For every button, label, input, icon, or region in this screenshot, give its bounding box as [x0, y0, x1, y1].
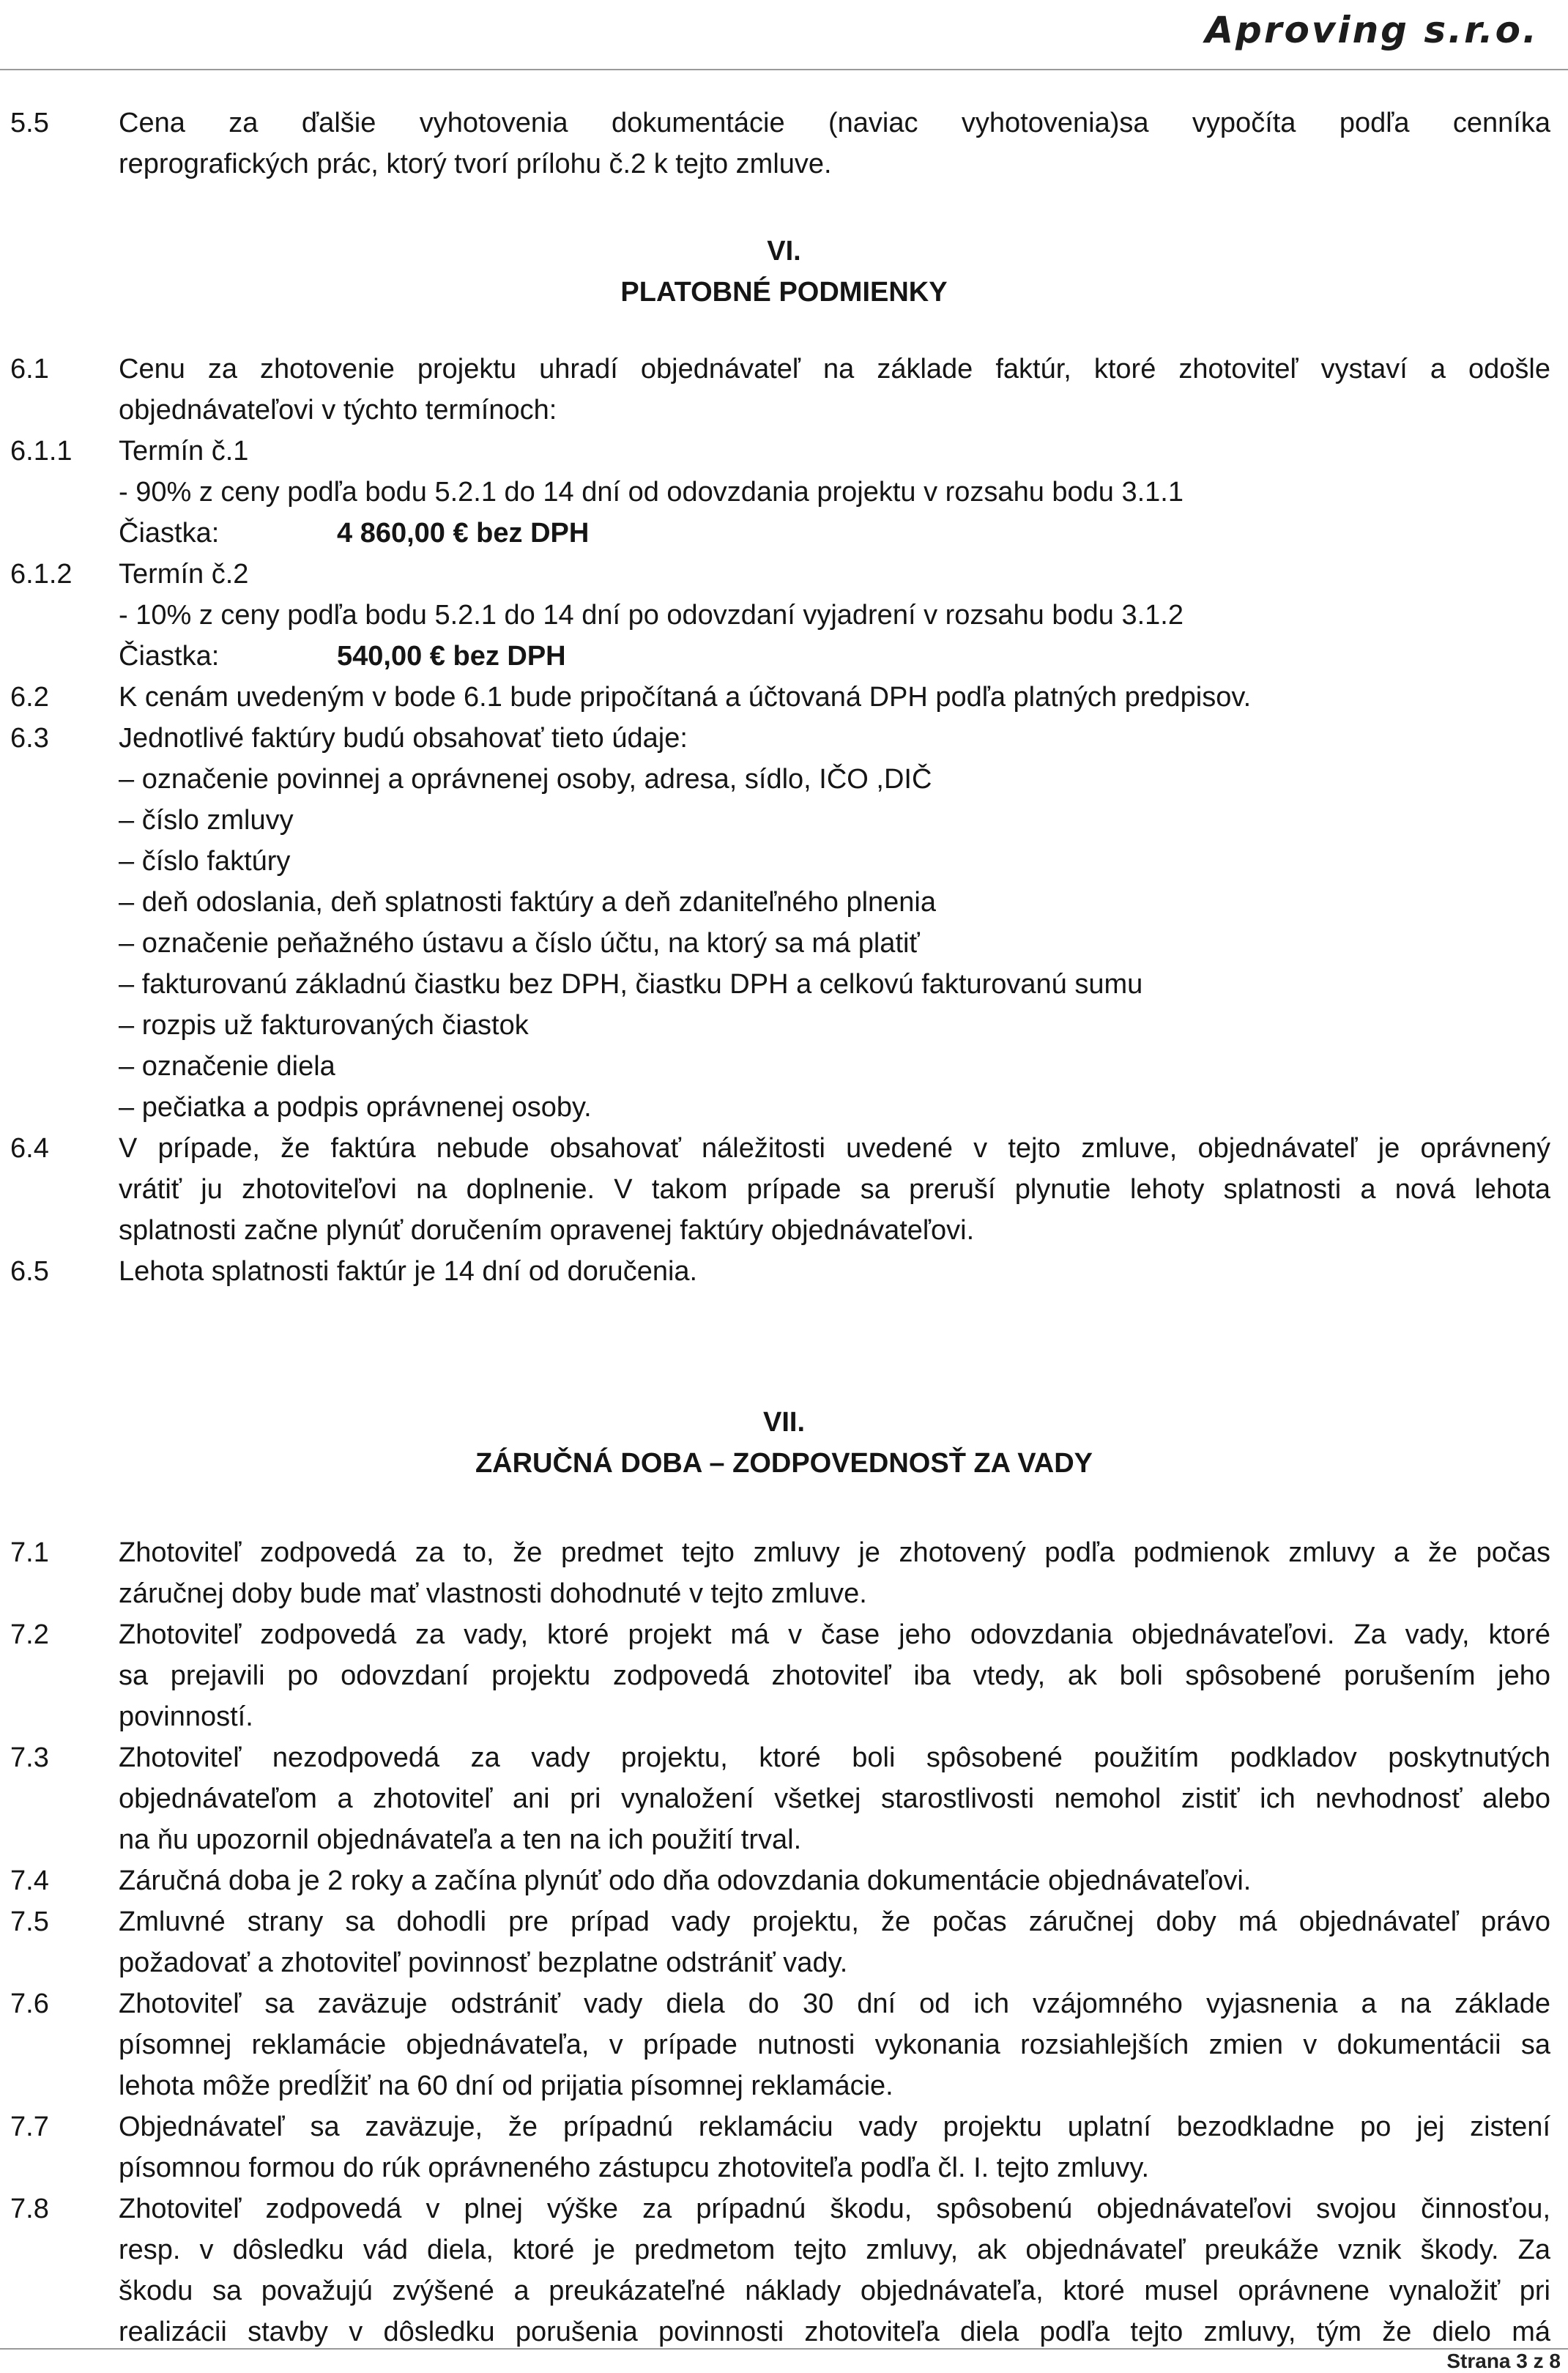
clause-text: Jednotlivé faktúry budú obsahovať tieto údaje: — [119, 723, 688, 754]
clause-number: 6.4 — [10, 1133, 49, 1164]
clause-text: Záručná doba je 2 roky a začína plynúť odo dňa odovzdania dokumentácie objednávateľovi. — [119, 1865, 1252, 1896]
clause-7-4 — [0, 1860, 1568, 1901]
clause-text: Lehota splatnosti faktúr je 14 dní od doručenia. — [119, 1256, 698, 1287]
clause-text: písomnej reklamácie objednávateľa, v prípade nutnosti vykonania rozsiahlejších zmien v dokumentácii sa — [119, 2030, 1550, 2060]
list-item — [0, 841, 1568, 882]
clause-7-6-line-3 — [0, 2065, 1568, 2106]
clause-text: škodu sa považujú zvýšené a preukázateľné náklady objednávateľa, ktoré musel oprávnene vynaložiť pri — [119, 2276, 1550, 2306]
list-item — [0, 1005, 1568, 1046]
clause-6-1-line-2 — [0, 390, 1568, 431]
clause-number: 5.5 — [10, 108, 49, 138]
clause-7-1 — [0, 1532, 1568, 1573]
document-body — [0, 103, 1568, 2347]
clause-text: V prípade, že faktúra nebude obsahovať náležitosti uvedené v tejto zmluve, objednávateľ je oprávnený — [119, 1133, 1550, 1164]
list-item-text: – označenie diela — [119, 1051, 335, 1082]
term-description: - 90% z ceny podľa bodu 5.2.1 do 14 dní od odovzdania projektu v rozsahu bodu 3.1.1 — [119, 477, 1184, 508]
list-item — [0, 1046, 1568, 1087]
list-item-text: – fakturovanú základnú čiastku bez DPH, čiastku DPH a celkovú fakturovanú sumu — [119, 969, 1143, 1000]
amount-value: 4 860,00 € bez DPH — [337, 518, 590, 549]
clause-7-3 — [0, 1737, 1568, 1778]
list-item-text: – pečiatka a podpis oprávnenej osoby. — [119, 1092, 592, 1123]
clause-text: záručnej doby bude mať vlastnosti dohodnuté v tejto zmluve. — [119, 1578, 867, 1609]
clause-7-5-line-2 — [0, 1942, 1568, 1983]
clause-7-2-line-3 — [0, 1696, 1568, 1737]
footer-divider — [0, 2348, 1568, 2350]
clause-7-6 — [0, 1983, 1568, 2024]
clause-text: sa prejavili po odovzdaní projektu zodpovedá zhotoviteľ iba vtedy, ak boli spôsobené porušením jeho — [119, 1660, 1550, 1691]
clause-text: Zhotoviteľ sa zaväzuje odstrániť vady diela do 30 dní od ich vzájomného vyjasnenia a na základe — [119, 1988, 1550, 2019]
clause-text: Zhotoviteľ zodpovedá za vady, ktoré projekt má v čase jeho odovzdania objednávateľovi. Za vady, ktoré — [119, 1619, 1550, 1650]
amount-label: Čiastka: — [119, 641, 220, 672]
clause-7-7-line-2 — [0, 2147, 1568, 2188]
company-logo: Aproving s.r.o. — [1205, 9, 1539, 51]
clause-number: 7.8 — [10, 2194, 49, 2224]
clause-7-1-line-2 — [0, 1573, 1568, 1614]
clause-text: Objednávateľ sa zaväzuje, že prípadnú reklamáciu vady projektu uplatní bezodkladne po jej zistení — [119, 2112, 1550, 2142]
clause-6-1-1-desc — [0, 472, 1568, 513]
clause-number: 6.5 — [10, 1256, 49, 1287]
clause-6-4 — [0, 1128, 1568, 1169]
clause-number: 7.3 — [10, 1742, 49, 1773]
clause-7-6-line-2 — [0, 2024, 1568, 2065]
clause-6-4-line-2 — [0, 1169, 1568, 1210]
clause-text: na ňu upozornil objednávateľa a ten na ich použití trval. — [119, 1824, 802, 1855]
list-item — [0, 800, 1568, 841]
clause-text: lehota môže predĺžiť na 60 dní od prijatia písomnej reklamácie. — [119, 2071, 893, 2101]
section-numeral: VI. — [767, 236, 801, 267]
clause-6-1 — [0, 349, 1568, 390]
list-item-text: – rozpis už fakturovaných čiastok — [119, 1010, 529, 1041]
page-number: Strana 3 z 8 — [1446, 2350, 1561, 2372]
term-label: Termín č.2 — [119, 559, 249, 590]
clause-text: realizácii stavby v dôsledku porušenia povinnosti zhotoviteľa diela podľa tejto zmluvy, tým že dielo má — [119, 2317, 1550, 2347]
clause-number: 6.1.1 — [10, 436, 73, 467]
clause-number: 7.6 — [10, 1988, 49, 2019]
clause-text: vrátiť ju zhotoviteľovi na doplnenie. V takom prípade sa preruší plynutie lehoty splatnosti a nová lehota — [119, 1174, 1550, 1205]
clause-number: 7.1 — [10, 1537, 49, 1568]
clause-text: objednávateľovi v týchto termínoch: — [119, 395, 557, 426]
header-divider — [0, 69, 1568, 70]
clause-6-1-1-amount — [0, 513, 1568, 554]
clause-5-5-line-2 — [0, 144, 1568, 185]
clause-7-8-line-3 — [0, 2270, 1568, 2311]
clause-text: K cenám uvedeným v bode 6.1 bude pripočítaná a účtovaná DPH podľa platných predpisov. — [119, 682, 1252, 713]
clause-6-4-line-3 — [0, 1210, 1568, 1251]
section-title: PLATOBNÉ PODMIENKY — [620, 277, 948, 308]
clause-number: 6.2 — [10, 682, 49, 713]
clause-7-8-line-2 — [0, 2229, 1568, 2270]
clause-7-8 — [0, 2188, 1568, 2229]
clause-text: povinností. — [119, 1701, 253, 1732]
clause-6-1-2-desc — [0, 595, 1568, 636]
clause-number: 6.1 — [10, 354, 49, 385]
clause-text: Zmluvné strany sa dohodli pre prípad vady projektu, že počas záručnej doby má objednávateľ právo — [119, 1906, 1550, 1937]
list-item — [0, 1087, 1568, 1128]
clause-7-3-line-3 — [0, 1819, 1568, 1860]
clause-text: resp. v dôsledku vád diela, ktoré je predmetom tejto zmluvy, ak objednávateľ preukáže vznik škody. Za — [119, 2235, 1550, 2265]
section-title: ZÁRUČNÁ DOBA – ZODPOVEDNOSŤ ZA VADY — [475, 1448, 1093, 1479]
list-item-text: – deň odoslania, deň splatnosti faktúry a deň zdaniteľného plnenia — [119, 887, 937, 918]
clause-6-5 — [0, 1251, 1568, 1292]
clause-7-2 — [0, 1614, 1568, 1655]
clause-number: 6.1.2 — [10, 559, 73, 590]
clause-6-1-2 — [0, 554, 1568, 595]
term-label: Termín č.1 — [119, 436, 249, 467]
amount-label: Čiastka: — [119, 518, 220, 549]
clause-text: Zhotoviteľ zodpovedá za to, že predmet tejto zmluvy je zhotovený podľa podmienok zmluvy a že počas — [119, 1537, 1550, 1568]
list-item — [0, 923, 1568, 964]
clause-7-5 — [0, 1901, 1568, 1942]
clause-text: písomnou formou do rúk oprávneného zástupcu zhotoviteľa podľa čl. I. tejto zmluvy. — [119, 2153, 1150, 2183]
clause-text: Zhotoviteľ nezodpovedá za vady projektu, ktoré boli spôsobené použitím podkladov poskytnutých — [119, 1742, 1550, 1773]
clause-number: 6.3 — [10, 723, 49, 754]
list-item-text: – číslo faktúry — [119, 846, 291, 877]
clause-number: 7.4 — [10, 1865, 49, 1896]
clause-6-1-2-amount — [0, 636, 1568, 677]
term-description: - 10% z ceny podľa bodu 5.2.1 do 14 dní po odovzdaní vyjadrení v rozsahu bodu 3.1.2 — [119, 600, 1184, 631]
clause-7-2-line-2 — [0, 1655, 1568, 1696]
clause-6-2 — [0, 677, 1568, 718]
list-item — [0, 964, 1568, 1005]
clause-7-7 — [0, 2106, 1568, 2147]
clause-text: splatnosti začne plynúť doručením opravenej faktúry objednávateľovi. — [119, 1215, 975, 1246]
list-item-text: – označenie povinnej a oprávnenej osoby, adresa, sídlo, IČO ,DIČ — [119, 764, 932, 795]
clause-7-8-line-4 — [0, 2311, 1568, 2352]
list-item-text: – číslo zmluvy — [119, 805, 294, 836]
clause-number: 7.2 — [10, 1619, 49, 1650]
clause-text: Zhotoviteľ zodpovedá v plnej výške za prípadnú škodu, spôsobenú objednávateľovi svojou činnosťou, — [119, 2194, 1550, 2224]
clause-text: objednávateľom a zhotoviteľ ani pri vynaložení všetkej starostlivosti nemohol zistiť ich nevhodnosť alebo — [119, 1783, 1550, 1814]
clause-text: Cena za ďalšie vyhotovenia dokumentácie (naviac vyhotovenia)sa vypočíta podľa cenníka — [119, 108, 1550, 138]
section-numeral: VII. — [762, 1407, 806, 1438]
clause-5-5 — [0, 103, 1568, 144]
list-item — [0, 759, 1568, 800]
clause-number: 7.5 — [10, 1906, 49, 1937]
clause-6-3 — [0, 718, 1568, 759]
amount-value: 540,00 € bez DPH — [337, 641, 566, 672]
clause-text: požadovať a zhotoviteľ povinnosť bezplatne odstrániť vady. — [119, 1947, 848, 1978]
clause-text: reprografických prác, ktorý tvorí prílohu č.2 k tejto zmluve. — [119, 149, 832, 179]
clause-number: 7.7 — [10, 2112, 49, 2142]
clause-6-1-1 — [0, 431, 1568, 472]
clause-text: Cenu za zhotovenie projektu uhradí objednávateľ na základe faktúr, ktoré zhotoviteľ vystaví a odošle — [119, 354, 1550, 385]
list-item — [0, 882, 1568, 923]
list-item-text: – označenie peňažného ústavu a číslo účtu, na ktorý sa má platiť — [119, 928, 920, 959]
clause-7-3-line-2 — [0, 1778, 1568, 1819]
